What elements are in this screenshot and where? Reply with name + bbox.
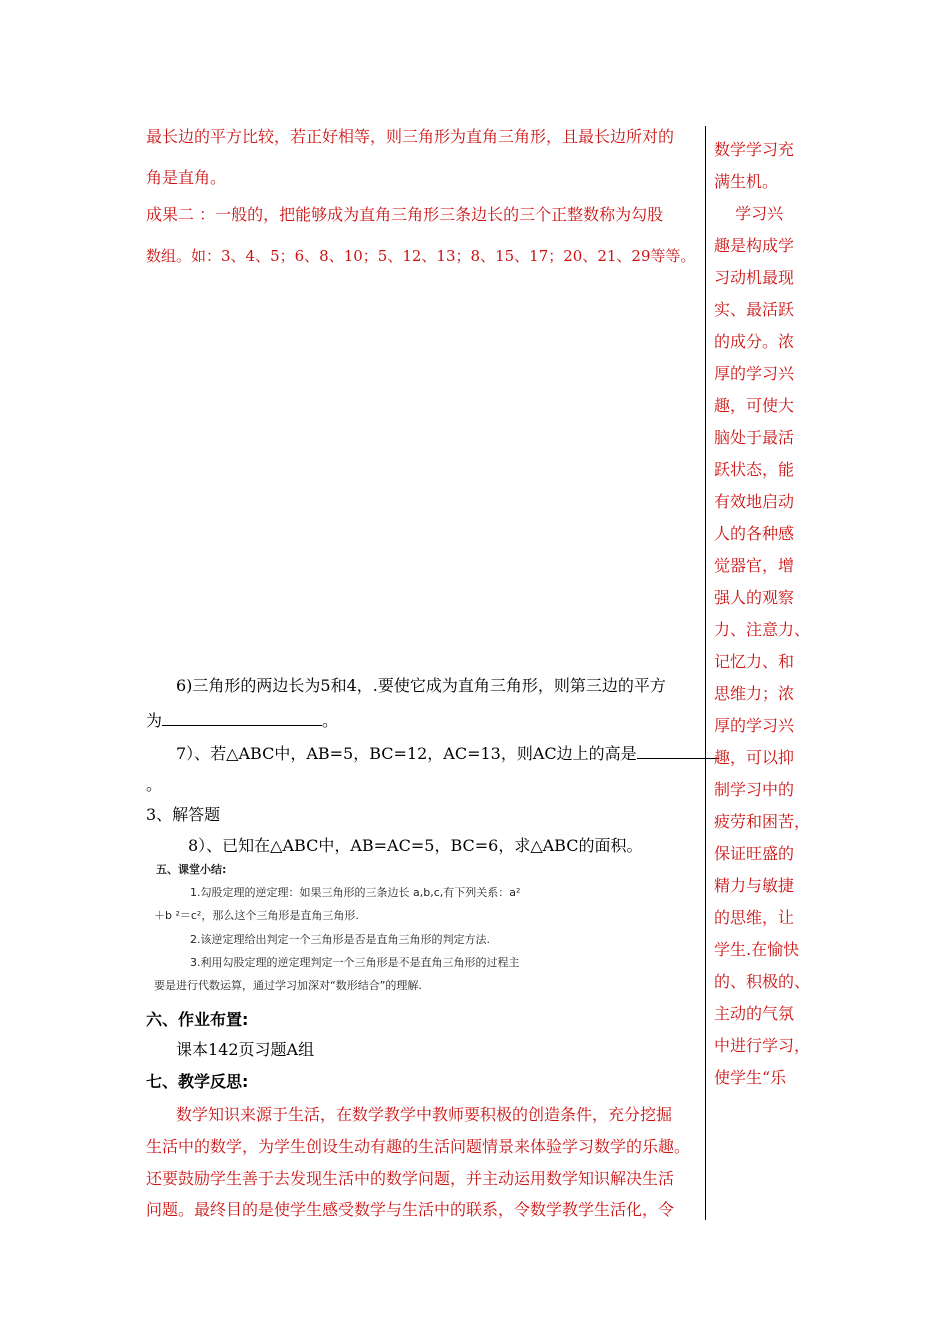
side-note-line: 厚的学习兴: [714, 716, 795, 735]
side-note-line: 的思维，让: [714, 908, 795, 927]
side-note-line: 保证旺盛的: [714, 844, 795, 863]
side-note-line: 人的各种感: [714, 524, 795, 543]
question-7: [176, 742, 719, 764]
side-note-line: 强人的观察: [714, 588, 795, 607]
side-note-line: 力、注意力、: [714, 620, 811, 639]
section-3-heading: 3、解答题: [146, 805, 221, 824]
side-note-line: 习动机最现: [714, 268, 795, 287]
side-note-line: 觉器官，增: [714, 556, 795, 575]
summary-item-2: 2.该逆定理给出判定一个三角形是否是直角三角形的判定方法.: [190, 933, 490, 946]
side-note-line: 有效地启动: [714, 492, 795, 511]
side-note-line: 趣，可以抑: [714, 748, 795, 767]
question-6-suffix: 。: [322, 711, 339, 730]
side-note-line: 趣，可使大: [714, 396, 795, 415]
side-note-line: 记忆力、和: [714, 652, 795, 671]
homework-text: 课本142页习题A组: [176, 1040, 315, 1059]
question-7-end: 。: [146, 775, 163, 794]
side-note-line: 实、最活跃: [714, 300, 795, 319]
question-6-line-1: 6)三角形的两边长为5和4，.要使它成为直角三角形，则第三边的平方: [176, 676, 666, 695]
side-note-line: 的成分。浓: [714, 332, 795, 351]
summary-item-3a: 3.利用勾股定理的逆定理判定一个三角形是不是直角三角形的过程主: [190, 956, 520, 969]
reflection-line-4: 问题。最终目的是使学生感受数学与生活中的联系，令数学教学生活化，令: [146, 1200, 675, 1219]
side-note-line: 学习兴: [714, 204, 784, 223]
side-note-line: 精力与敏捷: [714, 876, 795, 895]
reflection-line-1: 数学知识来源于生活，在数学教学中教师要积极的创造条件，充分挖掘: [176, 1105, 673, 1124]
answer-blank-6[interactable]: [162, 709, 322, 726]
side-note-line: 满生机。: [714, 172, 779, 191]
side-note-line: 厚的学习兴: [714, 364, 795, 383]
reflection-line-2: 生活中的数学，为学生创设生动有趣的生活问题情景来体验学习数学的乐趣。: [146, 1137, 691, 1156]
column-divider: [705, 126, 706, 1220]
text-line-1: 最长边的平方比较，若正好相等，则三角形为直角三角形，且最长边所对的: [146, 127, 675, 146]
text-line-2: 角是直角。: [146, 168, 227, 187]
side-note-line: 疲劳和困苦，: [714, 812, 811, 831]
side-note-line: 脑处于最活: [714, 428, 795, 447]
summary-item-1b: ＋b ²＝c²，那么这个三角形是直角三角形.: [154, 909, 359, 922]
side-note-line: 中进行学习，: [714, 1036, 811, 1055]
question-7-text: 7）、若△ABC中，AB=5，BC=12，AC=13，则AC边上的高是: [176, 744, 637, 763]
side-note-line: 跃状态，能: [714, 460, 795, 479]
section-6-heading: 六、作业布置:: [146, 1010, 249, 1029]
summary-item-3b: 要是进行代数运算，通过学习加深对“数形结合”的理解.: [154, 979, 422, 992]
reflection-line-3: 还要鼓励学生善于去发现生活中的数学问题，并主动运用数学知识解决生活: [146, 1169, 675, 1188]
side-note-line: 思维力；浓: [714, 684, 795, 703]
result-two-line-2: 数组。如：3、4、5；6、8、10；5、12、13；8、15、17；20、21、29等等。: [146, 247, 696, 265]
side-note-line: 趣是构成学: [714, 236, 795, 255]
side-note-line: 制学习中的: [714, 780, 795, 799]
question-6-prefix: 为: [146, 711, 163, 730]
side-note-line: 学生.在愉快: [714, 940, 800, 959]
summary-title: 五、课堂小结:: [156, 863, 227, 876]
result-two-line-1: 成果二 ：一般的，把能够成为直角三角形三条边长的三个正整数称为勾股: [146, 205, 664, 224]
side-note-line: 数学学习充: [714, 140, 795, 159]
section-7-heading: 七、教学反思:: [146, 1072, 249, 1091]
answer-blank-7[interactable]: [637, 742, 719, 759]
question-8: 8）、已知在△ABC中，AB=AC=5，BC=6，求△ABC的面积。: [188, 836, 643, 855]
side-note-line: 使学生“乐: [714, 1068, 787, 1087]
side-note-line: 主动的气氛: [714, 1004, 795, 1023]
side-note-line: 的、积极的、: [714, 972, 811, 991]
summary-item-1a: 1.勾股定理的逆定理：如果三角形的三条边长 a,b,c,有下列关系：a²: [190, 886, 521, 899]
question-6-line-2: [146, 709, 338, 731]
